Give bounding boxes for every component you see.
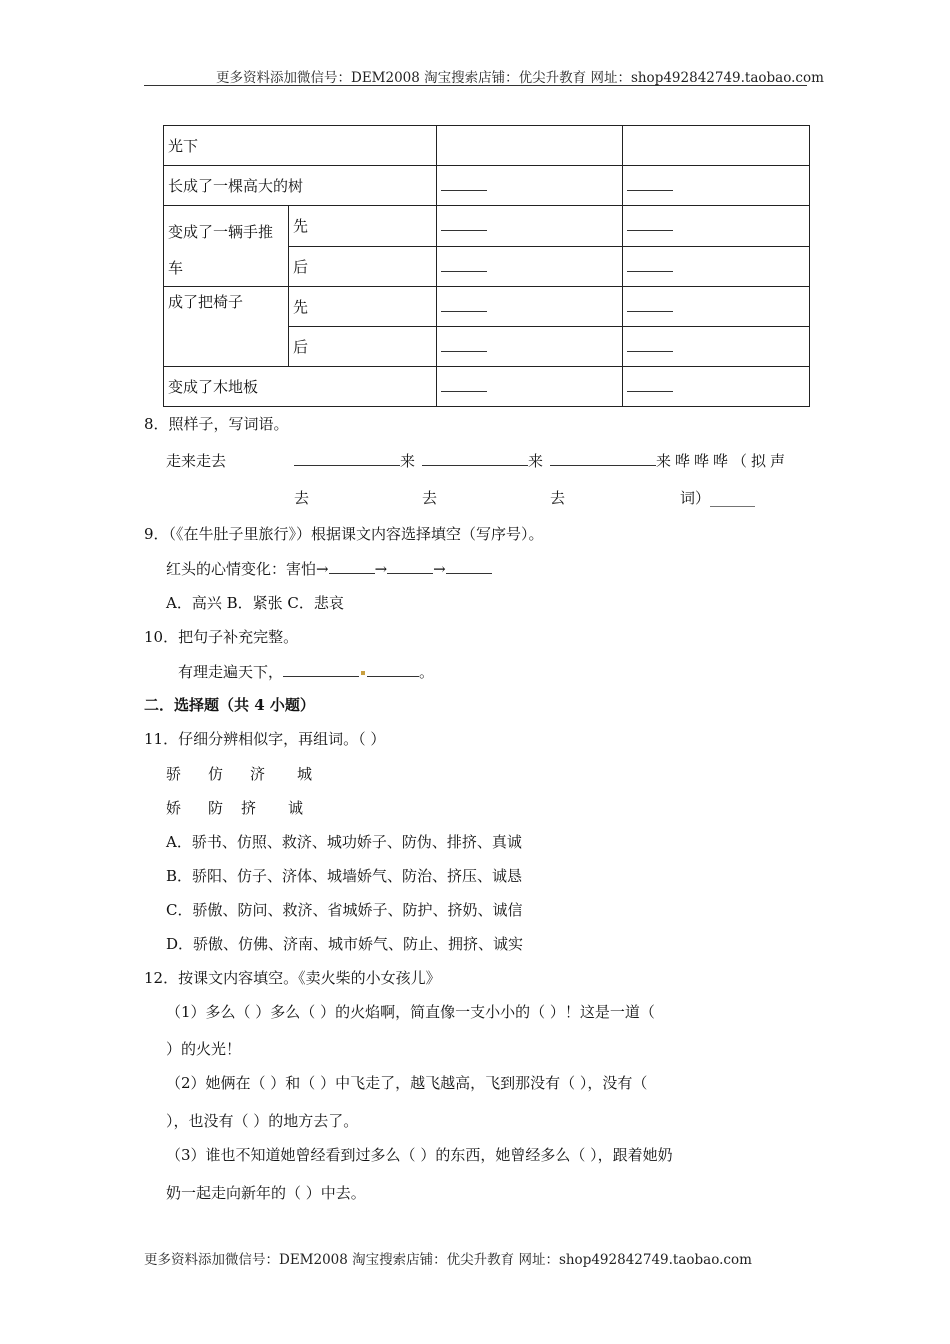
answer-blank[interactable] xyxy=(441,216,487,231)
q8-go-3: 去 xyxy=(550,489,566,507)
answer-blank[interactable] xyxy=(627,377,673,392)
table-row xyxy=(164,287,810,327)
answer-blank[interactable] xyxy=(294,451,400,466)
q12-p3-line1: （3）谁也不知道她曾经看到过多么（ ）的东西，她曾经多么（ ），跟着她奶 xyxy=(166,1146,673,1164)
table-cell xyxy=(164,206,289,287)
table-cell xyxy=(437,206,623,247)
answer-blank[interactable] xyxy=(441,377,487,392)
table-cell xyxy=(437,287,623,327)
marker-dot xyxy=(361,671,365,675)
q12-p1-line2: ）的火光！ xyxy=(166,1040,242,1058)
answer-blank[interactable] xyxy=(441,337,487,352)
answer-blank[interactable] xyxy=(283,662,359,677)
answer-blank[interactable] xyxy=(627,216,673,231)
answer-blank[interactable] xyxy=(446,559,492,574)
q11-option-a[interactable]: A．骄书、仿照、救济、城功娇子、防伪、排挤、真诚 xyxy=(166,833,522,851)
q11-title: 11．仔细分辨相似字，再组词。（ ） xyxy=(144,730,386,748)
table-cell: 光下 xyxy=(164,126,437,166)
q8-go-1: 去 xyxy=(294,489,310,507)
table-cell: 后 xyxy=(289,246,437,287)
q12-p2-line2: ），也没有（ ）的地方去了。 xyxy=(166,1112,359,1130)
answer-blank[interactable] xyxy=(387,559,433,574)
answer-blank[interactable] xyxy=(627,176,673,191)
table-cell: 变成了木地板 xyxy=(164,367,437,407)
table-cell xyxy=(437,126,623,166)
table-cell: 长成了一棵高大的树 xyxy=(164,166,437,206)
q12-p2-line1: （2）她俩在（ ）和（ ）中飞走了，越飞越高，飞到那没有（ ），没有（ xyxy=(166,1074,648,1092)
q8-ci: 词）______ xyxy=(680,489,756,507)
q8-go-2: 去 xyxy=(422,489,438,507)
answer-blank[interactable] xyxy=(422,451,528,466)
table-cell xyxy=(623,166,810,206)
table-cell: 先 xyxy=(289,287,437,327)
table-cell xyxy=(623,327,810,367)
table-cell xyxy=(437,166,623,206)
table-cell xyxy=(623,367,810,407)
header-divider xyxy=(144,85,807,86)
table-cell: 后 xyxy=(289,327,437,367)
table-cell: 成了把椅子 xyxy=(164,287,289,367)
table-cell xyxy=(437,246,623,287)
table-row xyxy=(164,367,810,407)
q10-title: 10．把句子补充完整。 xyxy=(144,628,299,646)
q8-blank-1: 来 xyxy=(294,450,415,471)
answer-blank[interactable] xyxy=(627,337,673,352)
answer-blank[interactable] xyxy=(441,297,487,312)
page-footer: 更多资料添加微信号：DEM2008 淘宝搜索店铺：优尖升教育 网址：shop492842749.taobao.com xyxy=(144,1252,752,1268)
table-row xyxy=(164,206,810,247)
answer-blank[interactable] xyxy=(329,559,375,574)
cart-label-line2: 车 xyxy=(168,259,184,277)
q9-title: 9．（《在牛肚子里旅行》）根据课文内容选择填空（写序号）。 xyxy=(144,525,544,543)
table-row xyxy=(164,126,810,166)
table-cell xyxy=(623,206,810,247)
q12-p1-line1: （1）多么（ ）多么（ ）的火焰啊，简直像一支小小的（ ）！这是一道（ xyxy=(166,1003,655,1021)
page-header: 更多资料添加微信号：DEM2008 淘宝搜索店铺：优尖升教育 网址：shop492842749.taobao.com xyxy=(216,70,824,86)
q8-example: 走来走去 xyxy=(166,452,227,470)
table-cell xyxy=(623,126,810,166)
q11-option-b[interactable]: B．骄阳、仿子、济体、城墙娇气、防治、挤压、诚恳 xyxy=(166,867,523,885)
q8-blank-2: 来 xyxy=(422,450,543,471)
section-title: 二．选择题（共 4 小题） xyxy=(144,696,315,714)
q9-options: A．高兴 B．紧张 C．悲哀 xyxy=(166,594,344,612)
answer-blank[interactable] xyxy=(441,176,487,191)
table-row xyxy=(164,166,810,206)
growth-table xyxy=(163,125,810,407)
answer-blank[interactable] xyxy=(550,451,656,466)
q11-option-d[interactable]: D．骄傲、仿佛、济南、城市娇气、防止、拥挤、诚实 xyxy=(166,935,524,953)
table-cell xyxy=(437,327,623,367)
table-cell xyxy=(437,367,623,407)
answer-blank[interactable] xyxy=(627,257,673,272)
q10-sentence: 有理走遍天下， 。 xyxy=(178,663,435,681)
table-cell xyxy=(623,246,810,287)
q9-prompt: 红头的心情变化：害怕→ → → xyxy=(166,558,492,579)
q8-blank-3: 来哗哗哗（拟声 xyxy=(550,450,789,471)
q8-title: 8．照样子，写词语。 xyxy=(144,415,289,433)
answer-blank[interactable] xyxy=(367,662,419,677)
q12-p3-line2: 奶一起走向新年的（ ）中去。 xyxy=(166,1184,366,1202)
q12-title: 12．按课文内容填空。《卖火柴的小女孩儿》 xyxy=(144,969,441,987)
cart-label-line1: 变成了一辆手推 xyxy=(168,223,274,241)
answer-blank[interactable] xyxy=(441,257,487,272)
q11-option-c[interactable]: C．骄傲、防问、救济、省城娇子、防护、挤奶、诚信 xyxy=(166,901,523,919)
table-cell: 先 xyxy=(289,206,437,247)
table-cell xyxy=(623,287,810,327)
answer-blank[interactable] xyxy=(627,297,673,312)
